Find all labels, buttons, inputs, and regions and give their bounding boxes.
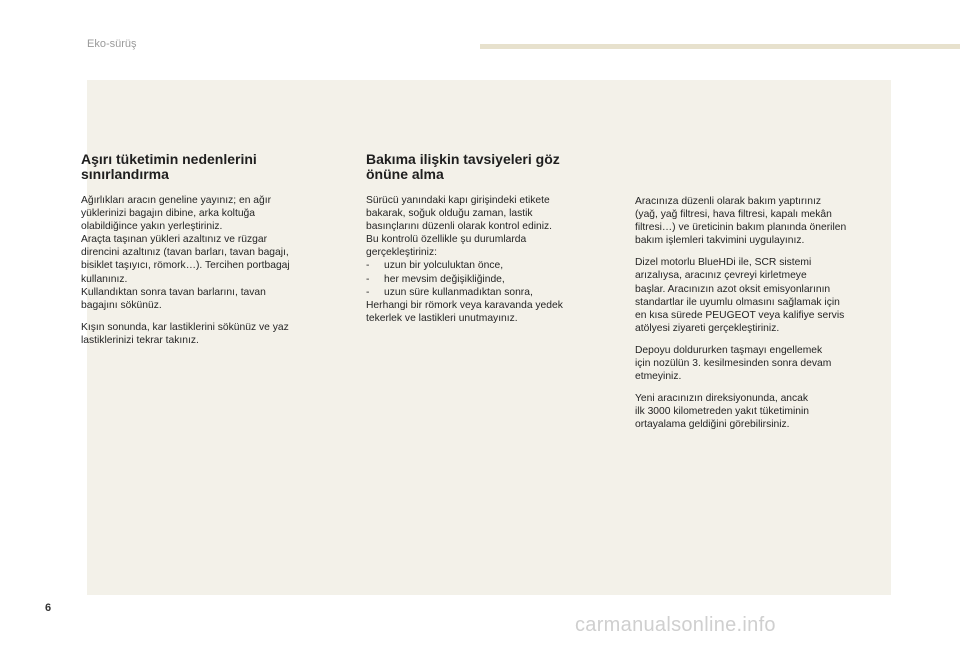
list-item: - uzun süre kullanmadıktan sonra, xyxy=(366,286,533,298)
paragraph-load-distribution: Ağırlıkları aracın geneline yayınız; en ağır yüklerinizi bagajın dibine, arka koltuğa olabildiğince yakın yerleştiriniz. Araçta taşınan yükleri azaltınız ve rüzgar direncini azaltınız (tavan barları, tavan bagajı, bisiklet taşıyıcı, römork…). Tercihen portbagaj kullanınız. Kullandıktan sonra tavan barlarını, tavan bagajını sökünüz. xyxy=(81,195,290,311)
list-item: - her mevsim değişikliğinde, xyxy=(366,273,505,285)
heading-maintenance-advice: Bakıma ilişkin tavsiyeleri göz önüne alma xyxy=(366,151,560,182)
paragraph-winter-tyres: Kışın sonunda, kar lastiklerini sökünüz ve yaz lastiklerinizi tekrar takınız. xyxy=(81,321,289,346)
section-title: Eko-sürüş xyxy=(87,38,137,50)
header-rule xyxy=(480,44,960,49)
column-maintenance-advice xyxy=(366,152,606,334)
page-number: 6 xyxy=(45,602,52,614)
heading-overconsumption: Aşırı tüketimin nedenlerini sınırlandırma xyxy=(81,151,257,182)
paragraph-service-schedule: Aracınıza düzenli olarak bakım yaptırınız (yağ, yağ filtresi, hava filtresi, kapalı mekân filtresi…) ve üreticinin bakım planında önerilen bakım işlemleri takvimini uygulayınız. xyxy=(635,196,847,247)
watermark: carmanualsonline.info xyxy=(575,614,776,636)
column-maintenance-details xyxy=(635,195,890,441)
paragraph-tyre-pressure: Sürücü yanındaki kapı girişindeki etikete bakarak, soğuk olduğu zaman, lastik basınçlarını düzenli olarak kontrol ediniz. Bu kontrolü özellikle şu durumlarda gerçekleştiriniz: - uzun bir yolculuktan önce, - her mevsim değişikliğinde, - uzun süre kullanmadıktan sonra, Herhangi bir römork veya karavanda yedek tekerlek ve lastikleri unutmayınız. xyxy=(366,194,606,325)
paragraph-scr-system: Dizel motorlu BlueHDi ile, SCR sistemi arızalıysa, aracınız çevreyi kirletmeye başlar. Aracınızın azot oksit emisyonlarının standartlar ile uyumlu olmasını sağlamak için en kısa sürede PEUGEOT veya kalifiye servis atölyesi ziyareti gerçekleştiriniz. xyxy=(635,257,845,334)
paragraph-refuelling: Depoyu doldururken taşmayı engellemek için nozülün 3. kesilmesinden sonra devam etmeyiniz. xyxy=(635,344,832,383)
paragraph-new-vehicle: Yeni aracınızın direksiyonunda, ancak ilk 3000 kilometreden yakıt tüketiminin ortayalama geldiğini görebilirsiniz. xyxy=(635,393,809,431)
list-item: - uzun bir yolculuktan önce, xyxy=(366,260,504,272)
column-overconsumption xyxy=(81,152,346,356)
